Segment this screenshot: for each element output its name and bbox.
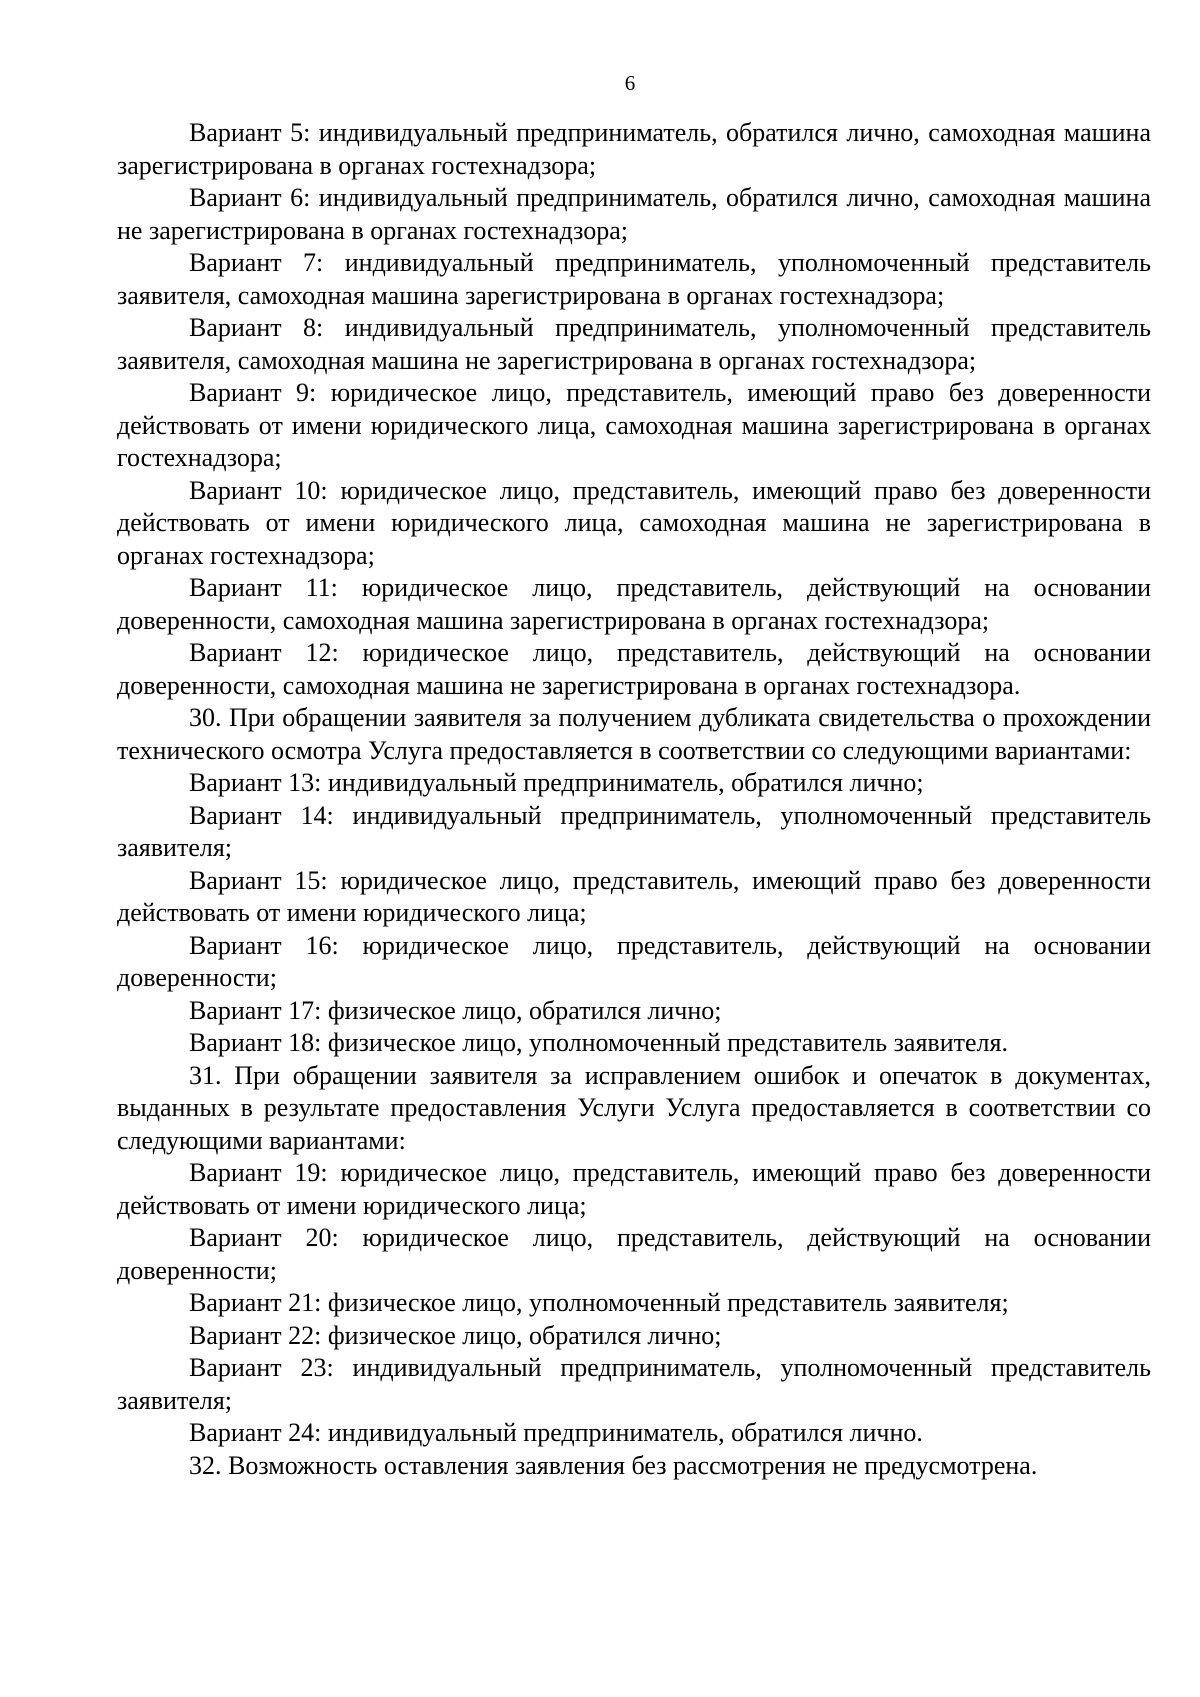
paragraph: Вариант 16: юридическое лицо, представитель, действующий на основании доверенности; bbox=[117, 930, 1151, 992]
paragraph: Вариант 14: индивидуальный предприниматель, уполномоченный представитель заявителя; bbox=[117, 800, 1151, 862]
paragraph: Вариант 21: физическое лицо, уполномоченный представитель заявителя; bbox=[189, 1288, 1009, 1317]
section-paragraph-30: 30. При обращении заявителя за получением дубликата свидетельства о прохождении технического осмотра Услуга предоставляется в соответствии со следующими вариантами: bbox=[117, 703, 1151, 765]
paragraph: Вариант 19: юридическое лицо, представитель, имеющий право без доверенности действовать от имени юридического лица; bbox=[117, 1158, 1151, 1220]
paragraph: Вариант 12: юридическое лицо, представитель, действующий на основании доверенности, самоходная машина не зарегистрирована в органах гостехнадзора. bbox=[117, 638, 1151, 700]
paragraph: Вариант 11: юридическое лицо, представитель, действующий на основании доверенности, самоходная машина зарегистрирована в органах гостехнадзора; bbox=[117, 573, 1151, 635]
paragraph: Вариант 15: юридическое лицо, представитель, имеющий право без доверенности действовать от имени юридического лица; bbox=[117, 865, 1151, 927]
paragraph: Вариант 23: индивидуальный предприниматель, уполномоченный представитель заявителя; bbox=[117, 1353, 1151, 1415]
paragraph: Вариант 6: индивидуальный предприниматель, обратился лично, самоходная машина не зарегистрирована в органах гостехнадзора; bbox=[117, 183, 1151, 245]
page-number: 6 bbox=[624, 71, 636, 95]
paragraph: Вариант 10: юридическое лицо, представитель, имеющий право без доверенности действовать от имени юридического лица, самоходная машина не зарегистрирована в органах гостехнадзора; bbox=[117, 475, 1151, 570]
paragraph: Вариант 24: индивидуальный предприниматель, обратился лично. bbox=[189, 1418, 923, 1447]
paragraph: Вариант 18: физическое лицо, уполномоченный представитель заявителя. bbox=[189, 1028, 1008, 1057]
paragraph: Вариант 8: индивидуальный предприниматель, уполномоченный представитель заявителя, самоходная машина не зарегистрирована в органах гостехнадзора; bbox=[117, 313, 1151, 375]
paragraph: Вариант 17: физическое лицо, обратился лично; bbox=[189, 995, 722, 1025]
document-body bbox=[117, 117, 1151, 1482]
section-paragraph-31: 31. При обращении заявителя за исправлением ошибок и опечаток в документах, выданных в результате предоставления Услуги Услуга предоставляется в соответствии со следующими вариантами: bbox=[117, 1060, 1151, 1155]
paragraph: Вариант 7: индивидуальный предприниматель, уполномоченный представитель заявителя, самоходная машина зарегистрирована в органах гостехнадзора; bbox=[117, 248, 1151, 310]
paragraph: Вариант 22: физическое лицо, обратился лично; bbox=[189, 1320, 722, 1350]
section-paragraph-32: 32. Возможность оставления заявления без рассмотрения не предусмотрена. bbox=[189, 1450, 1038, 1480]
paragraph: Вариант 9: юридическое лицо, представитель, имеющий право без доверенности действовать от имени юридического лица, самоходная машина зарегистрирована в органах гостехнадзора; bbox=[117, 378, 1151, 472]
paragraph: Вариант 13: индивидуальный предприниматель, обратился лично; bbox=[189, 768, 924, 797]
paragraph: Вариант 5: индивидуальный предприниматель, обратился лично, самоходная машина зарегистрирована в органах гостехнадзора; bbox=[117, 118, 1151, 180]
paragraph: Вариант 20: юридическое лицо, представитель, действующий на основании доверенности; bbox=[117, 1223, 1151, 1285]
